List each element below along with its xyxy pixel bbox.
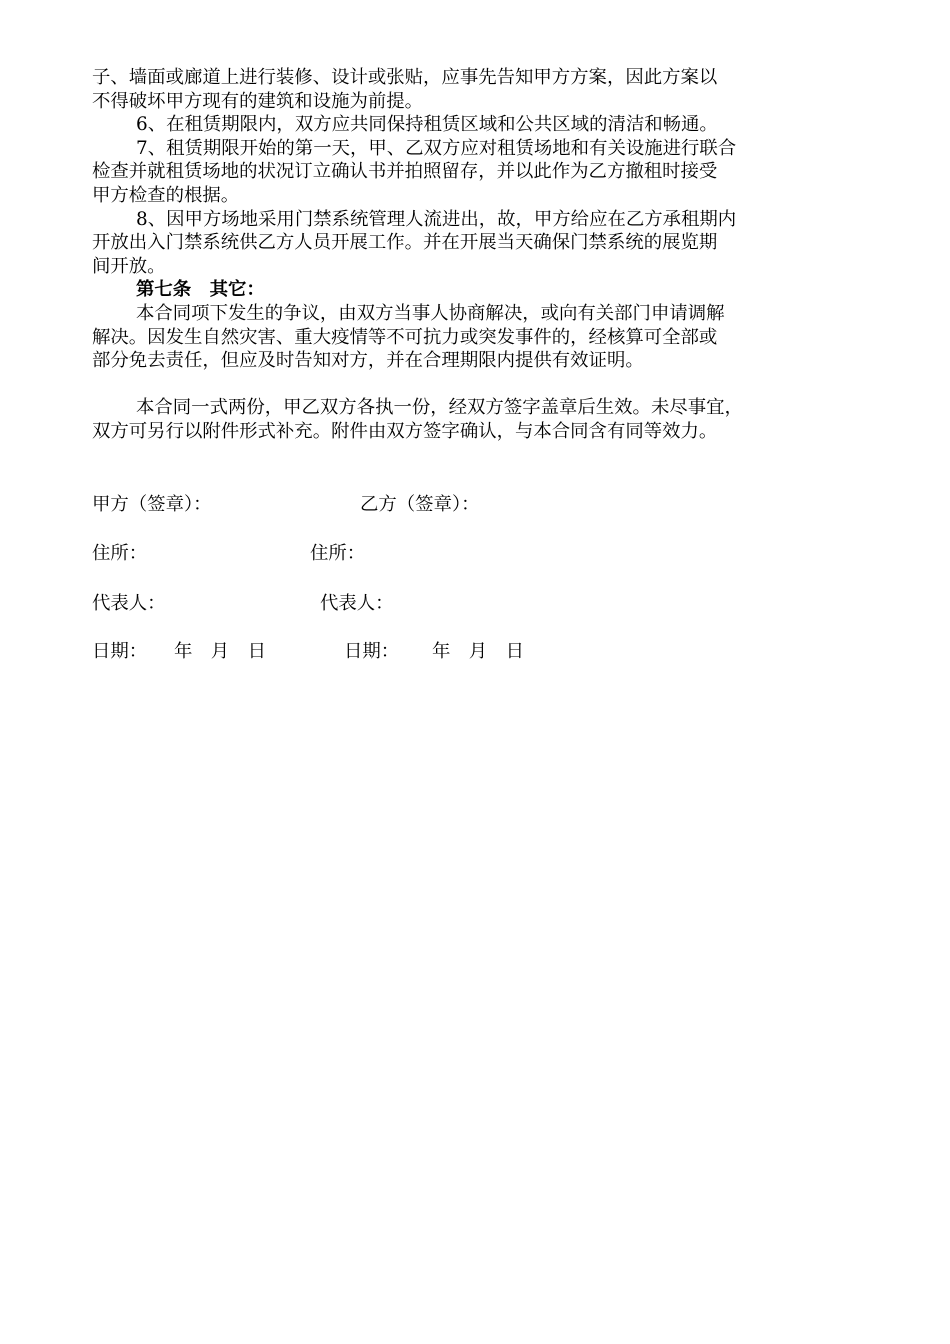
signature-row-date — [92, 640, 884, 664]
party-a-date-value: 年 月 日 — [174, 641, 266, 662]
party-b-date-value: 年 月 日 — [432, 641, 524, 662]
body-line-2: 不得破坏甲方现有的建筑和设施为前提。 — [92, 90, 424, 112]
clause-8-line-3: 间开放。 — [92, 255, 166, 277]
signature-row-seal — [92, 493, 884, 517]
article-7-line-1: 本合同项下发生的争议，由双方当事人协商解决，或向有关部门申请调解 — [136, 302, 725, 324]
party-a-address-label: 住所： — [92, 543, 148, 564]
party-b-address-label: 住所： — [310, 543, 366, 564]
spacer — [92, 373, 884, 397]
clause-8-line-1: 8、因甲方场地采用门禁系统管理人流进出，故，甲方给应在乙方承租期内 — [136, 208, 737, 230]
article-7-line-3: 部分免去责任，但应及时告知对方，并在合理期限内提供有效证明。 — [92, 350, 644, 372]
article-7-line-2: 解决。因发生自然灾害、重大疫情等不可抗力或突发事件的，经核算可全部或 — [92, 326, 718, 348]
effect-line-1: 本合同一式两份，甲乙双方各执一份，经双方签字盖章后生效。未尽事宜， — [136, 397, 743, 419]
party-a-seal-label: 甲方（签章）： — [92, 494, 212, 515]
clause-7-line-1: 7、租赁期限开始的第一天，甲、乙双方应对租赁场地和有关设施进行联合 — [136, 137, 737, 159]
article-7-heading: 第七条 其它： — [136, 279, 265, 301]
clause-7-line-3: 甲方检查的根据。 — [92, 184, 240, 206]
clause-8-line-2: 开放出入门禁系统供乙方人员开展工作。并在开展当天确保门禁系统的展览期 — [92, 232, 718, 254]
signature-row-representative — [92, 592, 884, 616]
party-b-date-label: 日期： — [344, 641, 400, 662]
signature-row-address — [92, 542, 884, 566]
party-b-representative-label: 代表人： — [320, 593, 394, 614]
clause-6: 6、在租赁期限内，双方应共同保持租赁区域和公共区域的清洁和畅通。 — [136, 114, 718, 136]
party-a-date-label: 日期： — [92, 641, 148, 662]
contract-page — [92, 66, 884, 444]
body-line-1: 子、墙面或廊道上进行装修、设计或张贴，应事先告知甲方方案，因此方案以 — [92, 67, 718, 88]
effect-line-2: 双方可另行以附件形式补充。附件由双方签字确认，与本合同含有同等效力。 — [92, 420, 718, 442]
party-a-representative-label: 代表人： — [92, 593, 166, 614]
clause-7-line-2: 检查并就租赁场地的状况订立确认书并拍照留存，并以此作为乙方撤租时接受 — [92, 161, 718, 183]
party-b-seal-label: 乙方（签章）： — [360, 494, 480, 515]
